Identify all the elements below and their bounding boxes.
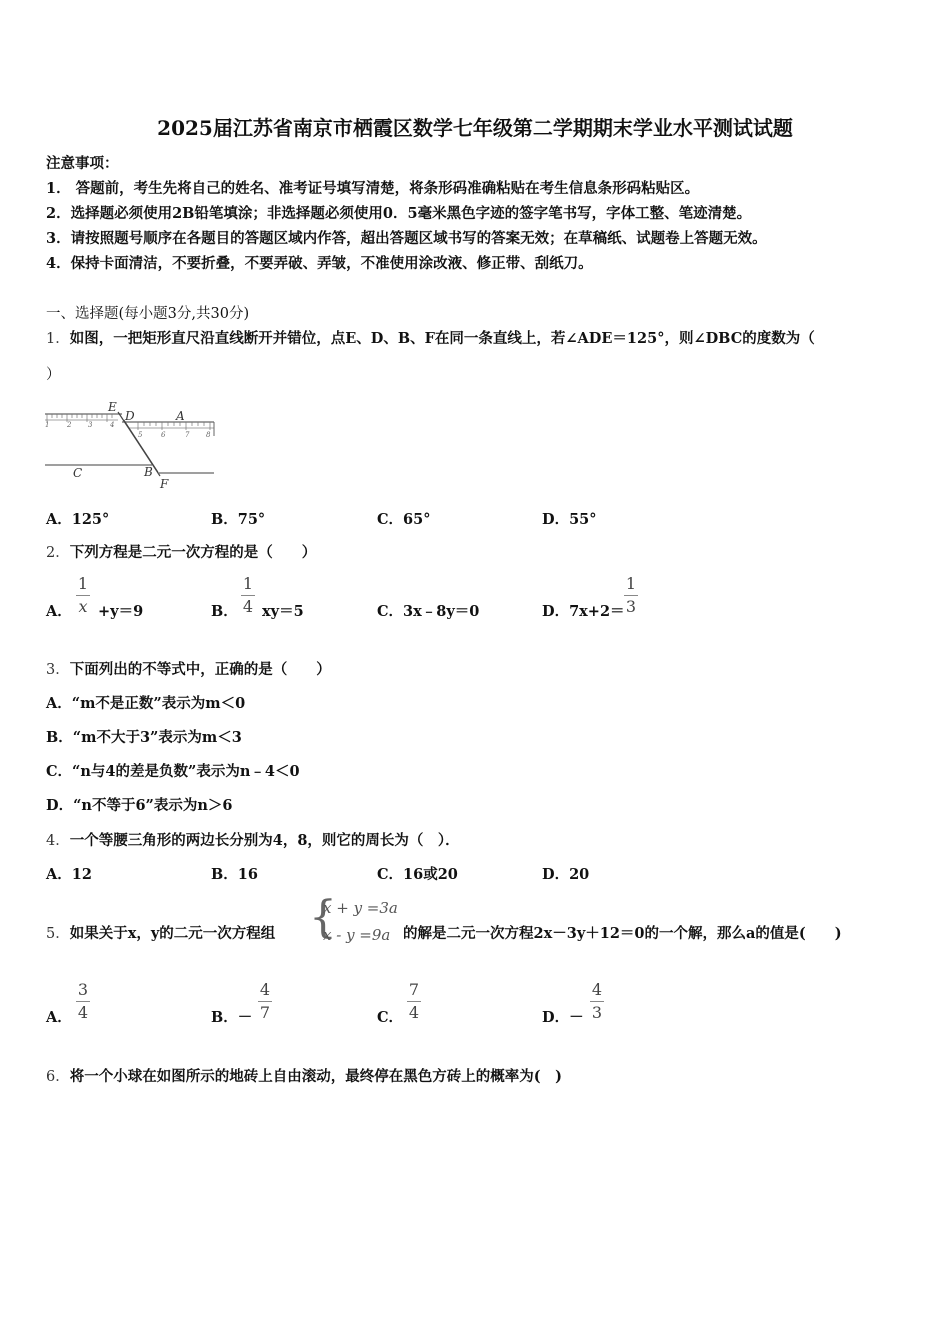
label-C: C [73, 466, 83, 480]
q2-option-b-fraction [241, 574, 255, 617]
q2-option-b-letter: B． [211, 603, 238, 620]
q2-option-a-fraction [76, 574, 90, 617]
equation-1: x + y =3a [323, 899, 398, 917]
question-number: 5． [46, 926, 70, 942]
equation-system [323, 895, 398, 949]
question-number: 3． [46, 662, 70, 678]
question-5 [46, 922, 275, 943]
numerator: 7 [408, 980, 420, 999]
question-6 [46, 1065, 562, 1086]
numerator: 4 [259, 980, 271, 999]
question-text: 将一个小球在如图所示的地砖上自由滚动，最终停在黑色方砖上的概率为( ) [69, 1068, 562, 1085]
q4-option-b: B．16 [211, 866, 258, 883]
ruler-tick-label: 8 [206, 431, 211, 439]
numerator: 1 [242, 574, 254, 593]
q3-option-a: A．“m不是正数”表示为m＜0 [46, 695, 246, 712]
numerator: 1 [77, 574, 89, 593]
question-text: 下列方程是二元一次方程的是（ ） [69, 544, 317, 561]
q2-option-c: C．3x﹣8y＝0 [377, 603, 480, 620]
question-3 [46, 658, 331, 679]
denominator: 4 [408, 1003, 420, 1022]
ruler-figure [40, 400, 220, 492]
q1-option-a: A．125° [46, 511, 110, 528]
q5-option-b-fraction [258, 980, 272, 1023]
question-2 [46, 541, 316, 562]
section-heading: 一、选择题(每小题3分,共30分) [46, 306, 250, 322]
notice-item-4: 4．保持卡面清洁，不要折叠，不要弄破、弄皱，不准使用涂改液、修正带、刮纸刀。 [46, 255, 593, 272]
q2-option-d-letter: D．7x+2＝ [542, 603, 625, 620]
label-D: D [125, 409, 135, 423]
denominator: 7 [259, 1003, 271, 1022]
question-text-pre: 如果关于x，y的二元一次方程组 [69, 925, 276, 942]
right-ruler [122, 422, 214, 436]
label-B: B [144, 465, 153, 479]
ruler-tick-label: 6 [161, 431, 166, 439]
q3-option-d: D．“n不等于6”表示为n＞6 [46, 797, 233, 814]
q4-option-d: D．20 [542, 866, 590, 883]
q2-option-d-fraction [624, 574, 638, 617]
ruler-tick-label: 2 [67, 421, 72, 429]
q5-option-c-letter: C． [377, 1009, 404, 1026]
system-brace: { [309, 892, 337, 943]
ruler-tick-label: 3 [88, 421, 93, 429]
q5-option-d-fraction [590, 980, 604, 1023]
q2-option-a-letter: A． [46, 603, 72, 620]
question-1-cont: ） [46, 367, 61, 383]
ruler-tick-label: 1 [45, 421, 50, 429]
q5-option-c-fraction [407, 980, 421, 1023]
question-text: 如图，一把矩形直尺沿直线断开并错位，点E、D、B、F在同一条直线上，若∠ADE＝125°，则∠DBC的度数为（ [69, 330, 815, 347]
page-title: 2025届江苏省南京市栖霞区数学七年级第二学期期末学业水平测试试题 [157, 116, 793, 140]
q1-option-c: C．65° [377, 511, 431, 528]
q5-option-a-fraction [76, 980, 90, 1023]
q2-option-a-rest: +y＝9 [98, 603, 144, 620]
q4-option-a: A．12 [46, 866, 92, 883]
numerator: 3 [77, 980, 89, 999]
q4-option-c: C．16或20 [377, 866, 458, 883]
denominator: 3 [591, 1003, 603, 1022]
q3-option-c: C．“n与4的差是负数”表示为n﹣4＜0 [46, 763, 300, 780]
ruler-tick-label: 7 [185, 431, 190, 439]
denominator: 4 [77, 1003, 89, 1022]
denominator: 4 [242, 597, 254, 616]
numerator: 4 [591, 980, 603, 999]
q1-option-b: B．75° [211, 511, 266, 528]
question-4 [46, 829, 460, 850]
q5-option-a-letter: A． [46, 1009, 72, 1026]
label-A: A [176, 409, 185, 423]
notice-item-2: 2．选择题必须使用2B铅笔填涂；非选择题必须使用0．5毫米黑色字迹的签字笔书写，字体工整、笔迹清楚。 [46, 205, 752, 222]
denominator: x [78, 597, 88, 616]
notice-item-3: 3．请按照题号顺序在各题目的答题区域内作答，超出答题区域书写的答案无效；在草稿纸、试题卷上答题无效。 [46, 230, 767, 247]
q5-option-d-letter: D．－ [542, 1009, 584, 1026]
denominator: 3 [625, 597, 637, 616]
question-text: 下面列出的不等式中，正确的是（ ） [69, 661, 331, 678]
notice-item-1: 1． 答题前，考生先将自己的姓名、准考证号填写清楚，将条形码准确粘贴在考生信息条形码粘贴区。 [46, 180, 700, 197]
ruler-tick-label: 5 [138, 431, 143, 439]
numerator: 1 [625, 574, 637, 593]
q5-option-b-letter: B．－ [211, 1009, 253, 1026]
question-number: 6． [46, 1069, 70, 1085]
question-number: 1． [46, 331, 70, 347]
question-number: 4． [46, 833, 70, 849]
question-number: 2． [46, 545, 70, 561]
equation-2: x - y =9a [323, 926, 391, 944]
notice-heading: 注意事项： [46, 155, 119, 172]
label-E: E [108, 400, 117, 414]
label-F: F [160, 477, 169, 491]
question-text-post: 的解是二元一次方程2x－3y＋12＝0的一个解，那么a的值是( ) [403, 925, 842, 942]
q1-option-d: D．55° [542, 511, 597, 528]
q2-option-b-rest: xy＝5 [262, 603, 304, 620]
question-text: 一个等腰三角形的两边长分别为4，8，则它的周长为（ ）． [69, 832, 460, 849]
q3-option-b: B．“m不大于3”表示为m＜3 [46, 729, 242, 746]
question-1 [46, 327, 815, 348]
ruler-tick-label: 4 [110, 421, 115, 429]
